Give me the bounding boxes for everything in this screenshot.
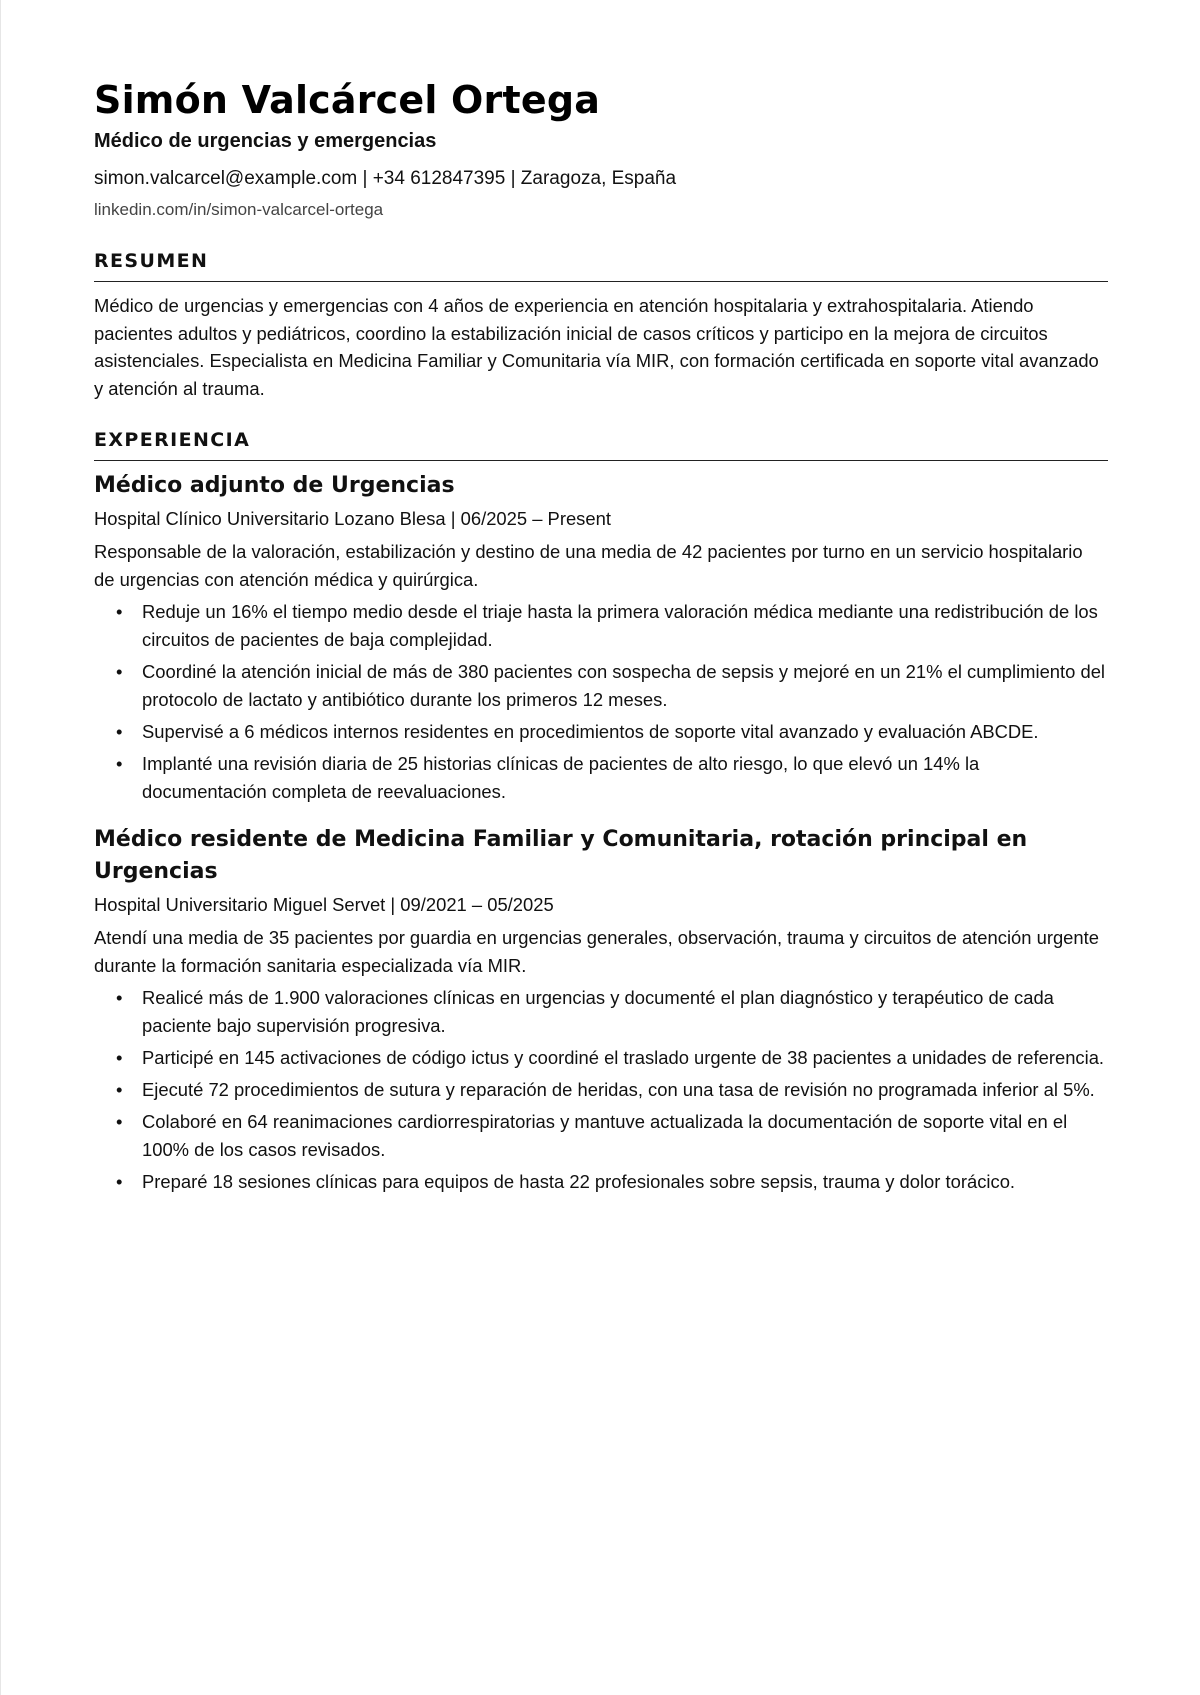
job-bullets: [94, 598, 1108, 806]
bullet-text: Colaboré en 64 reanimaciones cardiorrespiratorias y mantuve actualizada la documentación de soporte vital en el 100% de los casos revisados.: [142, 1111, 1068, 1161]
linkedin-link[interactable]: linkedin.com/in/simon-valcarcel-ortega: [94, 200, 384, 219]
bullet-text: Supervisé a 6 médicos internos residentes en procedimientos de soporte vital avanzado y evaluación ABCDE.: [142, 721, 1039, 743]
job-title: Médico adjunto de Urgencias: [94, 473, 455, 499]
section-title-experience: EXPERIENCIA: [94, 427, 1108, 461]
bullet-dot-icon: •: [116, 721, 123, 743]
contact-line: simon.valcarcel@example.com | +34 612847395 | Zaragoza, España: [94, 168, 677, 189]
summary-section: [94, 248, 1108, 402]
job-bullets: [94, 984, 1108, 1196]
bullet-dot-icon: •: [116, 1079, 123, 1101]
bullet-item: [94, 1168, 1108, 1196]
bullet-item: [94, 984, 1108, 1040]
bullet-text: Ejecuté 72 procedimientos de sutura y reparación de heridas, con una tasa de revisión no programada inferior al 5%.: [142, 1079, 1095, 1101]
bullet-dot-icon: •: [116, 1111, 123, 1133]
bullet-text: Participé en 145 activaciones de código ictus y coordiné el traslado urgente de 38 pacientes a unidades de referencia.: [142, 1047, 1105, 1069]
section-title-summary: RESUMEN: [94, 248, 1108, 282]
experience-section: [94, 427, 1108, 1196]
bullet-item: [94, 1044, 1108, 1072]
job-title: Médico residente de Medicina Familiar y Comunitaria, rotación principal en Urgencias: [94, 827, 1028, 885]
job-description: Responsable de la valoración, estabilización y destino de una media de 42 pacientes por turno en un servicio hospitalario de urgencias con atención médica y quirúrgica.: [94, 541, 1083, 591]
bullet-item: [94, 1076, 1108, 1104]
bullet-dot-icon: •: [116, 1047, 123, 1069]
job-meta: Hospital Clínico Universitario Lozano Blesa | 06/2025 – Present: [94, 508, 611, 530]
bullet-dot-icon: •: [116, 1171, 123, 1193]
resume-header: [94, 76, 1108, 222]
bullet-text: Implanté una revisión diaria de 25 historias clínicas de pacientes de alto riesgo, lo que elevó un 14% la documentación completa de reevaluaciones.: [142, 753, 980, 803]
job-entry: [94, 824, 1108, 1196]
bullet-item: [94, 598, 1108, 654]
candidate-name: Simón Valcárcel Ortega: [94, 78, 601, 122]
job-description: Atendí una media de 35 pacientes por guardia en urgencias generales, observación, trauma y circuitos de atención urgente durante la formación sanitaria especializada vía MIR.: [94, 927, 1099, 977]
bullet-text: Realicé más de 1.900 valoraciones clínicas en urgencias y documenté el plan diagnóstico y terapéutico de cada paciente bajo supervisión progresiva.: [142, 987, 1054, 1037]
bullet-item: [94, 718, 1108, 746]
bullet-dot-icon: •: [116, 661, 123, 683]
bullet-dot-icon: •: [116, 753, 123, 775]
bullet-text: Reduje un 16% el tiempo medio desde el triaje hasta la primera valoración médica mediante una redistribución de los circuitos de pacientes de baja complejidad.: [142, 601, 1098, 651]
bullet-dot-icon: •: [116, 987, 123, 1009]
bullet-item: [94, 658, 1108, 714]
summary-text: Médico de urgencias y emergencias con 4 años de experiencia en atención hospitalaria y extrahospitalaria. Atiendo pacientes adultos y pediátricos, coordino la estabilización inicial de casos críticos y participo en la mejora de circuitos asistenciales. Especialista en Medicina Familiar y Comunitaria vía MIR, con formación certificada en soporte vital avanzado y atención al trauma.: [94, 295, 1099, 399]
candidate-role: Médico de urgencias y emergencias: [94, 130, 437, 152]
bullet-item: [94, 750, 1108, 806]
job-entry: [94, 470, 1108, 806]
bullet-item: [94, 1108, 1108, 1164]
bullet-dot-icon: •: [116, 601, 123, 623]
bullet-text: Coordiné la atención inicial de más de 380 pacientes con sospecha de sepsis y mejoré en un 21% el cumplimiento del protocolo de lactato y antibiótico durante los primeros 12 meses.: [142, 661, 1106, 711]
bullet-text: Preparé 18 sesiones clínicas para equipos de hasta 22 profesionales sobre sepsis, trauma y dolor torácico.: [142, 1171, 1016, 1193]
job-meta: Hospital Universitario Miguel Servet | 09/2021 – 05/2025: [94, 894, 554, 916]
